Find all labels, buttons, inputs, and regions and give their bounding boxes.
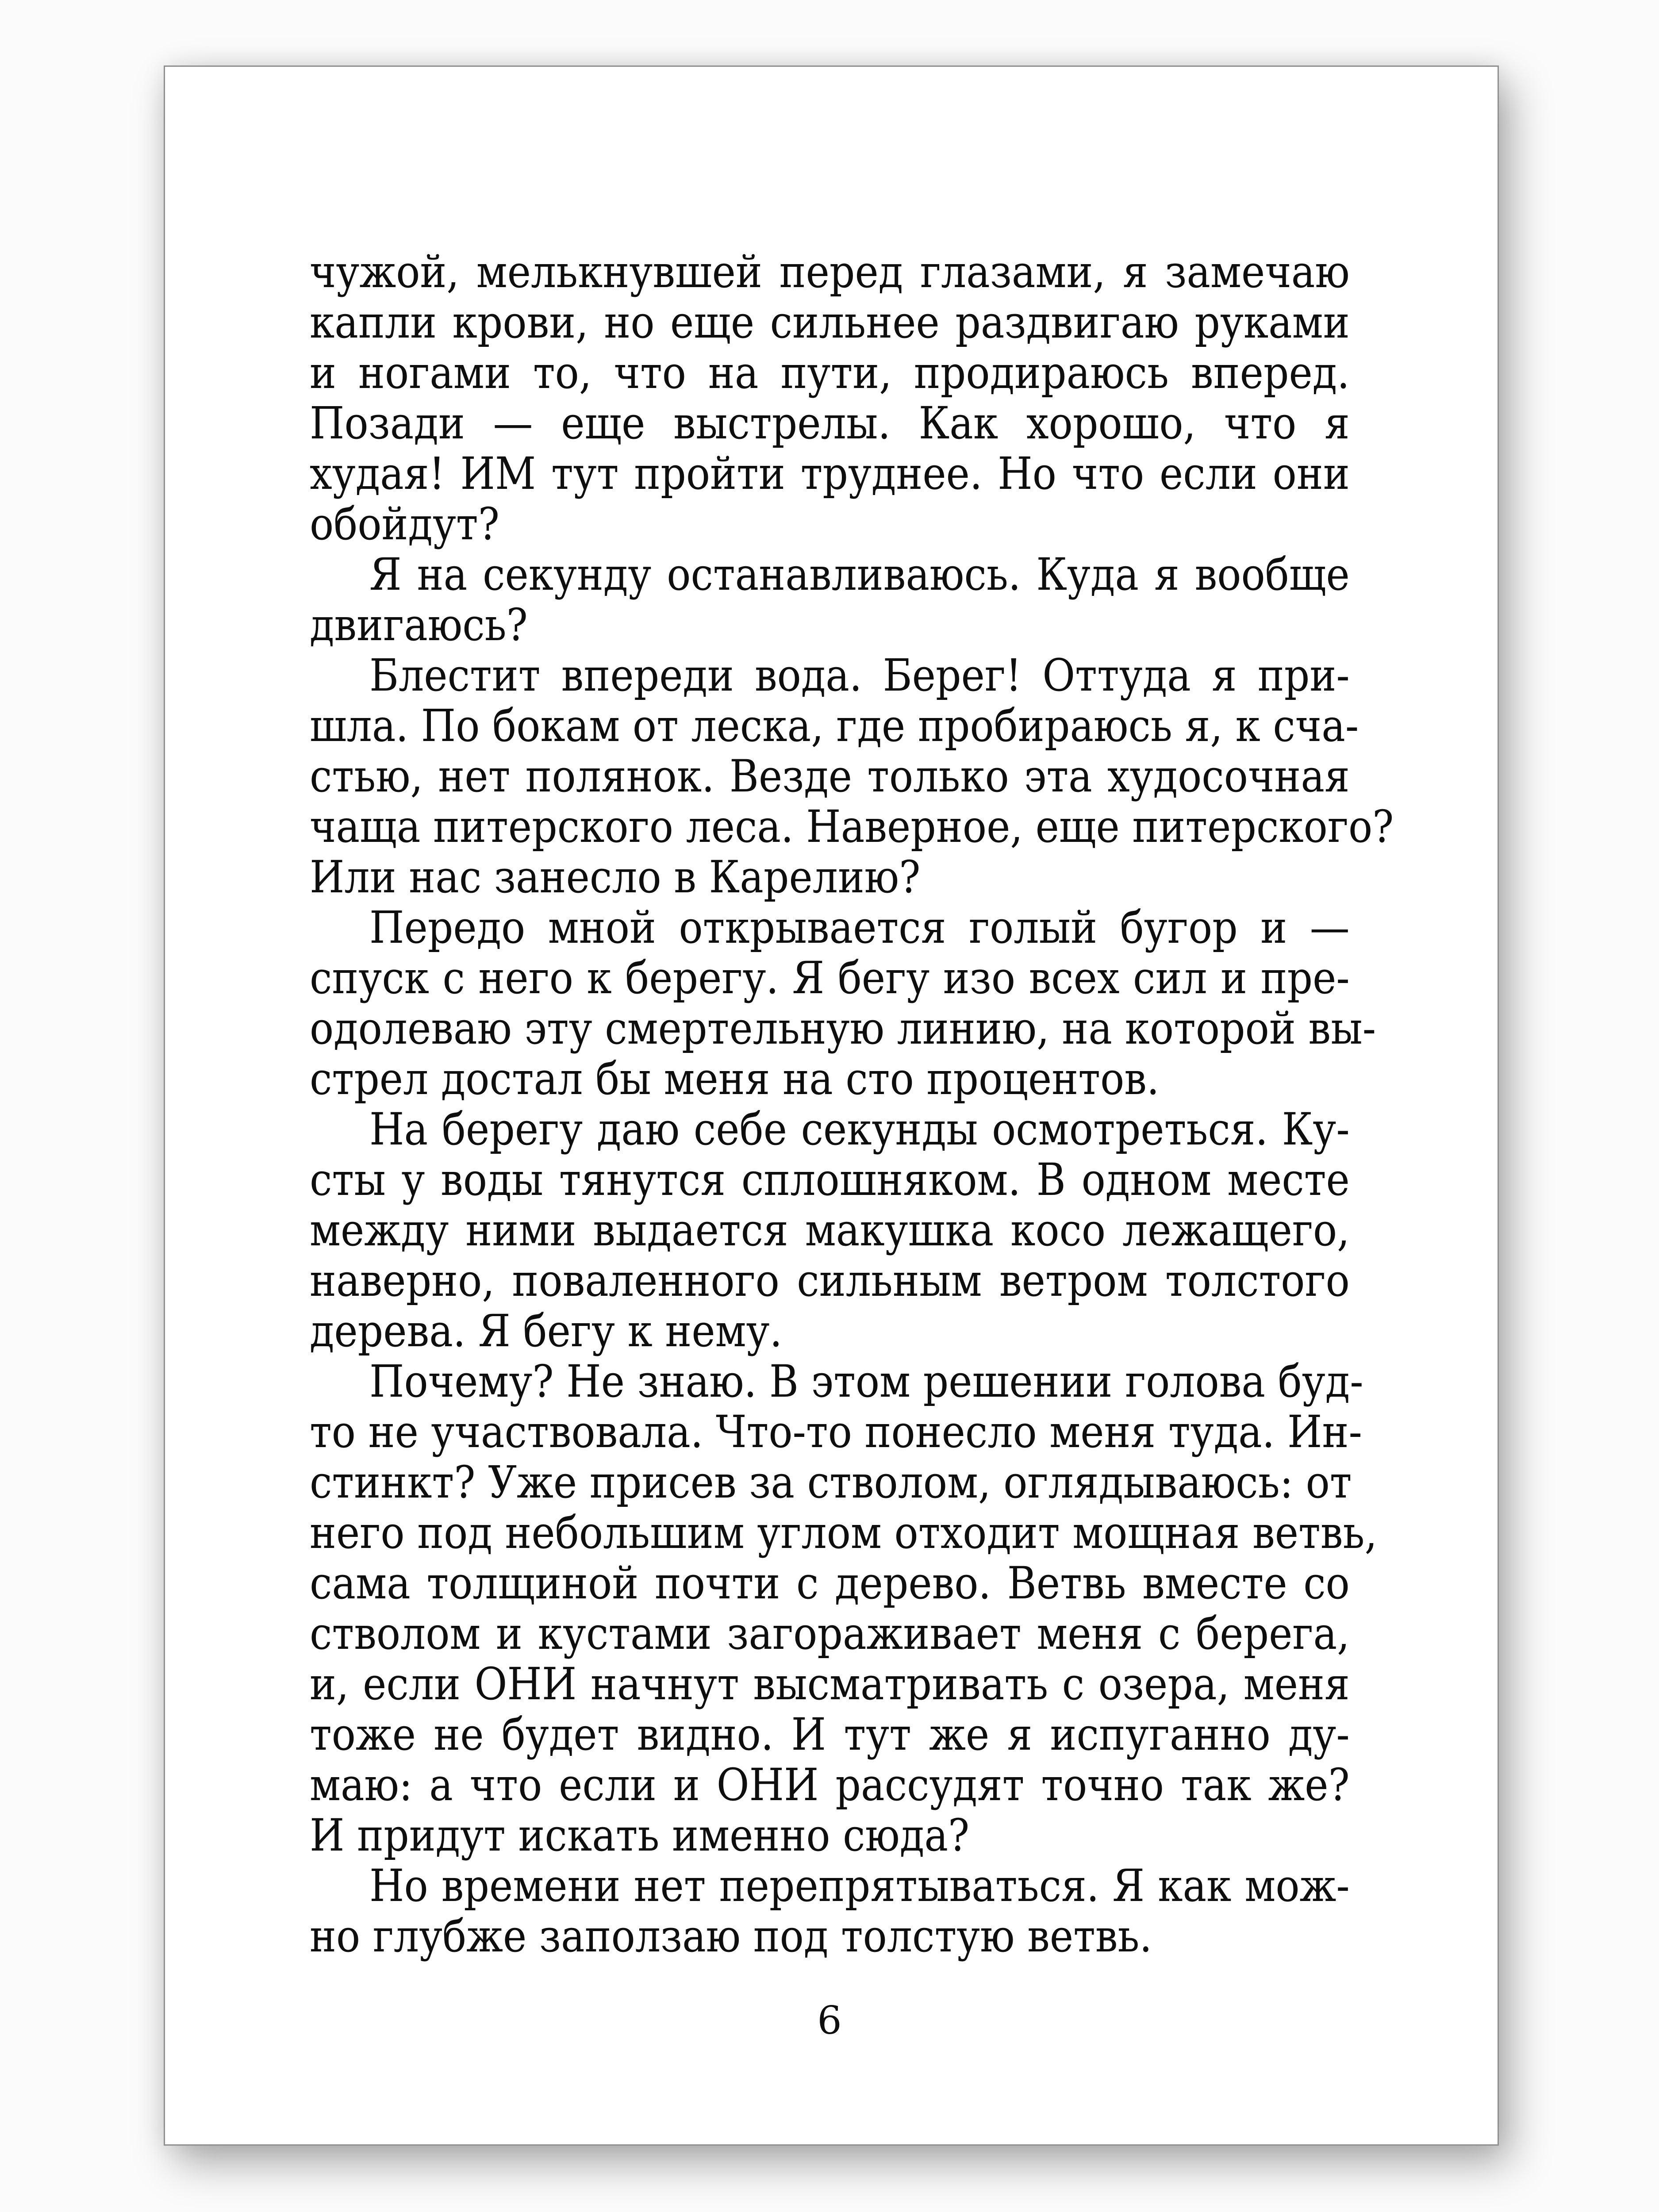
text-line: двигаюсь? [310, 599, 528, 651]
text-line: маю: а что если и ОНИ рассудят точно так же? [310, 1759, 1350, 1811]
text-line: Или нас занесло в Карелию? [310, 851, 921, 903]
text-line: Почему? Не знаю. В этом решении голова буд- [369, 1356, 1363, 1407]
text-line: Передо мной открывается голый бугор и — [369, 902, 1350, 953]
text-line: чужой, мелькнувшей перед глазами, я замечаю [310, 246, 1350, 298]
text-line: и ногами то, что на пути, продираюсь вперед. [310, 347, 1350, 399]
text-line: капли крови, но еще сильнее раздвигаю руками [310, 296, 1350, 348]
text-line: стью, нет полянок. Везде только эта худосочная [310, 750, 1350, 802]
text-line: между ними выдается макушка косо лежащего, [310, 1204, 1350, 1256]
text-line: сты у воды тянутся сплошняком. В одном месте [310, 1154, 1350, 1206]
text-line: На берегу даю себе секунды осмотреться. Ку- [369, 1103, 1350, 1155]
text-line: дерева. Я бегу к нему. [310, 1305, 783, 1357]
text-line: худая! ИМ тут пройти труднее. Но что если они [310, 448, 1350, 499]
text-line: наверно, поваленного сильным ветром толстого [310, 1255, 1350, 1306]
text-line: стрел достал бы меня на сто процентов. [310, 1053, 1160, 1105]
text-line: стинкт? Уже присев за стволом, оглядываюсь: от [310, 1456, 1352, 1508]
text-line: спуск с него к берегу. Я бегу изо всех сил и пре- [310, 952, 1350, 1004]
text-line: обойдут? [310, 498, 499, 550]
text-line: и, если ОНИ начнут высматривать с озера, меня [310, 1658, 1350, 1710]
text-line: него под небольшим углом отходит мощная ветвь, [310, 1507, 1378, 1559]
text-line: И придут искать именно сюда? [310, 1809, 970, 1861]
text-line: Я на секунду останавливаюсь. Куда я вообще [369, 549, 1350, 600]
text-line: одолеваю эту смертельную линию, на которой вы- [310, 1002, 1376, 1054]
text-line: шла. По бокам от леска, где пробираюсь я, к сча- [310, 700, 1359, 752]
text-line: стволом и кустами загораживает меня с берега, [310, 1608, 1350, 1659]
text-line: но глубже заползаю под толстую ветвь. [310, 1910, 1152, 1962]
text-line: чаща питерского леса. Наверное, еще питерского? [310, 801, 1394, 853]
book-page [164, 65, 1499, 2146]
text-line: то не участвовала. Что-то понесло меня туда. Ин- [310, 1406, 1362, 1458]
page-number: 6 [817, 1998, 842, 2043]
text-line: тоже не будет видно. И тут же я испуганно ду- [310, 1709, 1350, 1760]
text-block [310, 246, 1394, 1962]
text-line: Блестит впереди вода. Берег! Оттуда я при- [369, 649, 1350, 701]
text-line: сама толщиной почти с дерево. Ветвь вместе со [310, 1557, 1350, 1609]
text-line: Позади — еще выстрелы. Как хорошо, что я [310, 397, 1350, 449]
text-line: Но времени нет перепрятываться. Я как мож- [369, 1860, 1350, 1912]
